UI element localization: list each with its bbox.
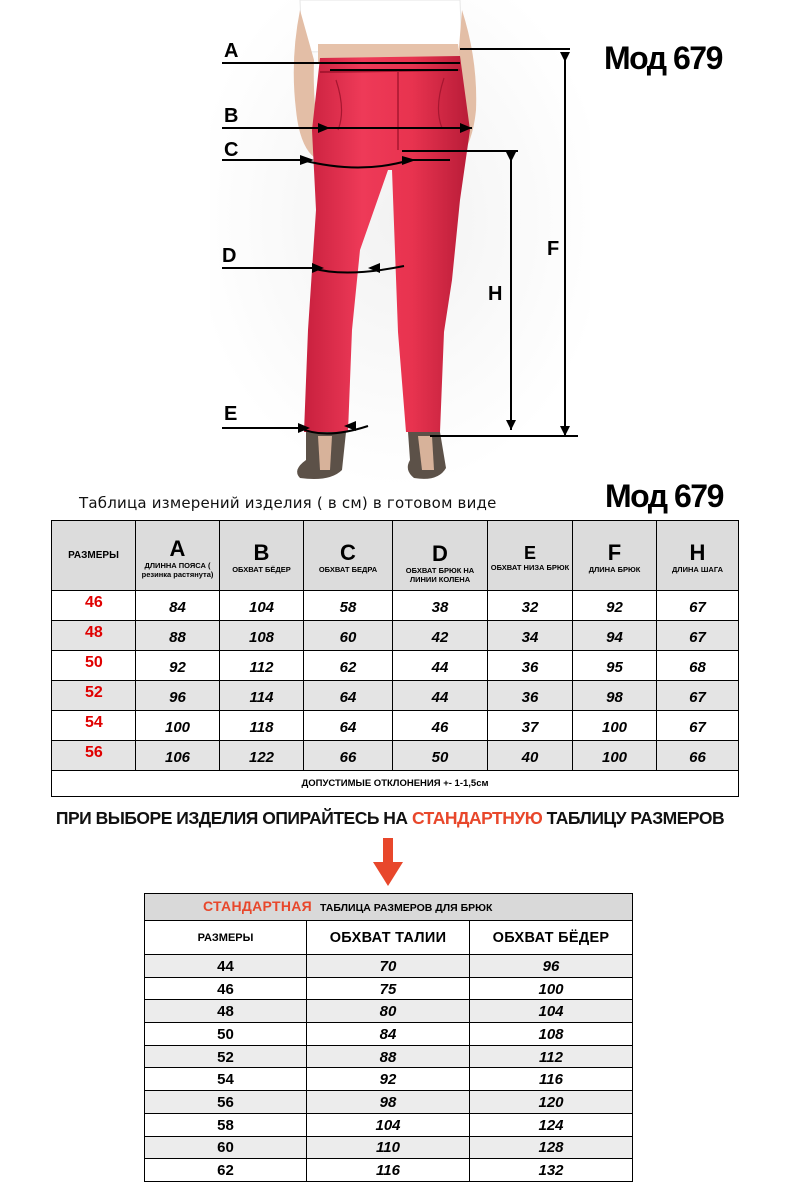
value-cell: 95 (573, 651, 657, 681)
column-header-b: B ОБХВАТ БЁДЕР (220, 521, 304, 591)
down-arrow-icon (373, 838, 403, 888)
measurement-table-subtitle: Таблица измерений изделия ( в см) в готовом виде (79, 494, 497, 512)
value-cell: 36 (488, 681, 573, 711)
value-cell: 88 (136, 621, 220, 651)
label-c: C (224, 139, 239, 161)
table-row (52, 591, 739, 621)
size-cell: 48 (52, 621, 136, 651)
label-a: A (224, 40, 239, 62)
measurement-table (51, 520, 739, 797)
value-cell: 104 (220, 591, 304, 621)
value-cell: 100 (573, 711, 657, 741)
value-cell: 100 (573, 741, 657, 771)
header-sizes: РАЗМЕРЫ (52, 521, 136, 591)
value-cell: 110 (307, 1136, 470, 1159)
value-cell: 75 (307, 977, 470, 1000)
column-header-e: E ОБХВАТ НИЗА БРЮК (488, 521, 573, 591)
table-row (145, 1023, 633, 1046)
value-cell: 66 (657, 741, 739, 771)
size-cell: 44 (145, 955, 307, 978)
value-cell: 67 (657, 681, 739, 711)
value-cell: 106 (136, 741, 220, 771)
table-row (145, 1091, 633, 1114)
value-cell: 108 (470, 1023, 633, 1046)
value-cell: 58 (304, 591, 393, 621)
value-cell: 42 (393, 621, 488, 651)
size-cell: 54 (52, 711, 136, 741)
value-cell: 44 (393, 681, 488, 711)
value-cell: 37 (488, 711, 573, 741)
size-cell: 50 (145, 1023, 307, 1046)
value-cell: 62 (304, 651, 393, 681)
value-cell: 46 (393, 711, 488, 741)
model-title-table: Мод 679 (605, 478, 723, 514)
table-row (52, 711, 739, 741)
value-cell: 120 (470, 1091, 633, 1114)
table-row (145, 1113, 633, 1136)
table-row (145, 977, 633, 1000)
column-header-f: F ДЛИНА БРЮК (573, 521, 657, 591)
value-cell: 112 (220, 651, 304, 681)
std-header-sizes: РАЗМЕРЫ (145, 921, 307, 955)
value-cell: 92 (573, 591, 657, 621)
label-d: D (222, 245, 237, 267)
table-row (145, 1159, 633, 1182)
table-row (145, 1045, 633, 1068)
value-cell: 108 (220, 621, 304, 651)
value-cell: 116 (470, 1068, 633, 1091)
value-cell: 132 (470, 1159, 633, 1182)
size-cell: 56 (52, 741, 136, 771)
tolerance-note: ДОПУСТИМЫЕ ОТКЛОНЕНИЯ +- 1-1,5см (52, 771, 739, 797)
value-cell: 122 (220, 741, 304, 771)
value-cell: 118 (220, 711, 304, 741)
value-cell: 64 (304, 711, 393, 741)
table-row (52, 741, 739, 771)
table-row (145, 1000, 633, 1023)
table-row (145, 1068, 633, 1091)
value-cell: 96 (136, 681, 220, 711)
value-cell: 98 (307, 1091, 470, 1114)
value-cell: 94 (573, 621, 657, 651)
value-cell: 34 (488, 621, 573, 651)
std-header-waist: ОБХВАТ ТАЛИИ (307, 921, 470, 955)
value-cell: 116 (307, 1159, 470, 1182)
size-cell: 48 (145, 1000, 307, 1023)
size-cell: 52 (145, 1045, 307, 1068)
value-cell: 70 (307, 955, 470, 978)
size-cell: 54 (145, 1068, 307, 1091)
value-cell: 67 (657, 621, 739, 651)
value-cell: 32 (488, 591, 573, 621)
value-cell: 67 (657, 711, 739, 741)
value-cell: 40 (488, 741, 573, 771)
value-cell: 36 (488, 651, 573, 681)
column-header-h: H ДЛИНА ШАГА (657, 521, 739, 591)
size-cell: 46 (145, 977, 307, 1000)
model-title: Мод 679 (604, 40, 722, 76)
value-cell: 88 (307, 1045, 470, 1068)
value-cell: 104 (470, 1000, 633, 1023)
value-cell: 98 (573, 681, 657, 711)
value-cell: 124 (470, 1113, 633, 1136)
label-f: F (547, 238, 560, 260)
table-row (52, 681, 739, 711)
value-cell: 96 (470, 955, 633, 978)
value-cell: 84 (307, 1023, 470, 1046)
value-cell: 60 (304, 621, 393, 651)
value-cell: 112 (470, 1045, 633, 1068)
label-h: H (488, 283, 503, 305)
size-cell: 52 (52, 681, 136, 711)
size-cell: 46 (52, 591, 136, 621)
value-cell: 100 (470, 977, 633, 1000)
table-row (52, 651, 739, 681)
value-cell: 64 (304, 681, 393, 711)
label-e: E (224, 403, 238, 425)
size-cell: 50 (52, 651, 136, 681)
value-cell: 104 (307, 1113, 470, 1136)
table-row (145, 1136, 633, 1159)
standard-size-table (144, 893, 633, 1182)
value-cell: 38 (393, 591, 488, 621)
size-selection-notice: ПРИ ВЫБОРЕ ИЗДЕЛИЯ ОПИРАЙТЕСЬ НА СТАНДАРТНУЮ ТАБЛИЦУ РАЗМЕРОВ (55, 808, 725, 828)
standard-table-caption: СТАНДАРТНАЯ ТАБЛИЦА РАЗМЕРОВ ДЛЯ БРЮК (145, 894, 633, 921)
value-cell: 80 (307, 1000, 470, 1023)
value-cell: 84 (136, 591, 220, 621)
value-cell: 66 (304, 741, 393, 771)
value-cell: 50 (393, 741, 488, 771)
value-cell: 128 (470, 1136, 633, 1159)
value-cell: 67 (657, 591, 739, 621)
table-row (145, 955, 633, 978)
size-cell: 56 (145, 1091, 307, 1114)
column-header-a: A ДЛИННА ПОЯСА ( резинка растянута) (136, 521, 220, 591)
value-cell: 100 (136, 711, 220, 741)
column-header-d: D ОБХВАТ БРЮК НА ЛИНИИ КОЛЕНА (393, 521, 488, 591)
size-cell: 62 (145, 1159, 307, 1182)
value-cell: 92 (136, 651, 220, 681)
label-b: B (224, 105, 239, 127)
value-cell: 68 (657, 651, 739, 681)
std-header-hips: ОБХВАТ БЁДЕР (470, 921, 633, 955)
size-cell: 58 (145, 1113, 307, 1136)
value-cell: 44 (393, 651, 488, 681)
value-cell: 114 (220, 681, 304, 711)
value-cell: 92 (307, 1068, 470, 1091)
table-row (52, 621, 739, 651)
column-header-c: C ОБХВАТ БЕДРА (304, 521, 393, 591)
size-cell: 60 (145, 1136, 307, 1159)
